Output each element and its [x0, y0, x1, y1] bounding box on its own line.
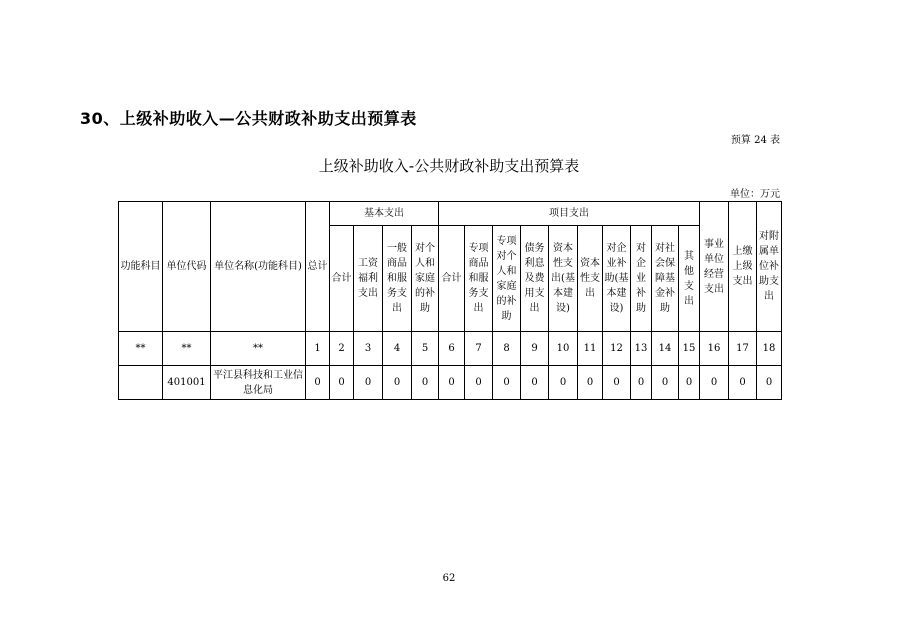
index-row — [119, 332, 782, 366]
cell-value: 0 — [631, 366, 652, 400]
index-number: 13 — [631, 332, 652, 366]
header-project-personal: 专项对个人和家庭的补助 — [493, 226, 521, 332]
cell-value: 0 — [603, 366, 631, 400]
index-star: ** — [119, 332, 163, 366]
header-basic-personal: 对个人和家庭的补助 — [412, 226, 439, 332]
cell-value: 0 — [757, 366, 782, 400]
cell-value: 0 — [578, 366, 603, 400]
cell-value: 0 — [330, 366, 354, 400]
index-number: 11 — [578, 332, 603, 366]
section-title: 30、上级补助收入—公共财政补助支出预算表 — [80, 109, 417, 128]
cell-unit-name: 平江县科技和工业信息化局 — [211, 366, 306, 400]
table-title: 上级补助收入-公共财政补助支出预算表 — [318, 157, 580, 175]
header-basic-subtotal: 合计 — [330, 226, 354, 332]
header-basic-salary: 工资福利支出 — [354, 226, 383, 332]
cell-value: 0 — [306, 366, 330, 400]
budget-table — [118, 201, 782, 400]
header-project-social: 对社会保障基金补助 — [652, 226, 679, 332]
index-number: 18 — [757, 332, 782, 366]
table-row — [119, 366, 782, 400]
header-basic-goods: 一般商品和服务支出 — [383, 226, 412, 332]
header-unit-code: 单位代码 — [163, 202, 211, 332]
header-project-capital: 资本性支出 — [578, 226, 603, 332]
cell-value: 0 — [354, 366, 383, 400]
cell-unit-code: 401001 — [163, 366, 211, 400]
header-unit-name: 单位名称(功能科目) — [211, 202, 306, 332]
header-basic-group: 基本支出 — [330, 202, 439, 226]
index-number: 3 — [354, 332, 383, 366]
cell-value: 0 — [383, 366, 412, 400]
header-project-enterprise: 对企业补助 — [631, 226, 652, 332]
index-number: 8 — [493, 332, 521, 366]
cell-func-subject — [119, 366, 163, 400]
index-number: 10 — [549, 332, 578, 366]
index-number: 15 — [679, 332, 700, 366]
header-upper: 上缴上级支出 — [729, 202, 757, 332]
header-row-groups — [119, 202, 782, 226]
index-number: 9 — [521, 332, 549, 366]
index-number: 16 — [700, 332, 729, 366]
cell-value: 0 — [439, 366, 465, 400]
cell-value: 0 — [465, 366, 493, 400]
header-project-subtotal: 合计 — [439, 226, 465, 332]
header-project-group: 项目支出 — [439, 202, 700, 226]
index-star: ** — [211, 332, 306, 366]
index-star: ** — [163, 332, 211, 366]
index-number: 5 — [412, 332, 439, 366]
index-number: 12 — [603, 332, 631, 366]
header-business: 事业单位经营支出 — [700, 202, 729, 332]
index-number: 14 — [652, 332, 679, 366]
index-number: 6 — [439, 332, 465, 366]
cell-value: 0 — [521, 366, 549, 400]
cell-value: 0 — [729, 366, 757, 400]
index-number: 17 — [729, 332, 757, 366]
unit-label: 单位：万元 — [730, 189, 780, 200]
cell-value: 0 — [652, 366, 679, 400]
index-number: 2 — [330, 332, 354, 366]
header-project-enterprise-infra: 对企业补助(基本建设) — [603, 226, 631, 332]
page-number: 62 — [442, 573, 456, 584]
index-number: 4 — [383, 332, 412, 366]
header-project-capital-infra: 资本性支出(基本建设) — [549, 226, 578, 332]
cell-value: 0 — [679, 366, 700, 400]
header-subsidiary: 对附属单位补助支出 — [757, 202, 782, 332]
index-number: 1 — [306, 332, 330, 366]
table-number: 预算 24 表 — [730, 135, 780, 146]
header-project-debt: 债务利息及费用支出 — [521, 226, 549, 332]
index-number: 7 — [465, 332, 493, 366]
cell-value: 0 — [493, 366, 521, 400]
cell-value: 0 — [700, 366, 729, 400]
header-project-other: 其他支出 — [679, 226, 700, 332]
header-project-goods: 专项商品和服务支出 — [465, 226, 493, 332]
header-func-subject: 功能科目 — [119, 202, 163, 332]
cell-value: 0 — [549, 366, 578, 400]
cell-value: 0 — [412, 366, 439, 400]
header-total: 总计 — [306, 202, 330, 332]
